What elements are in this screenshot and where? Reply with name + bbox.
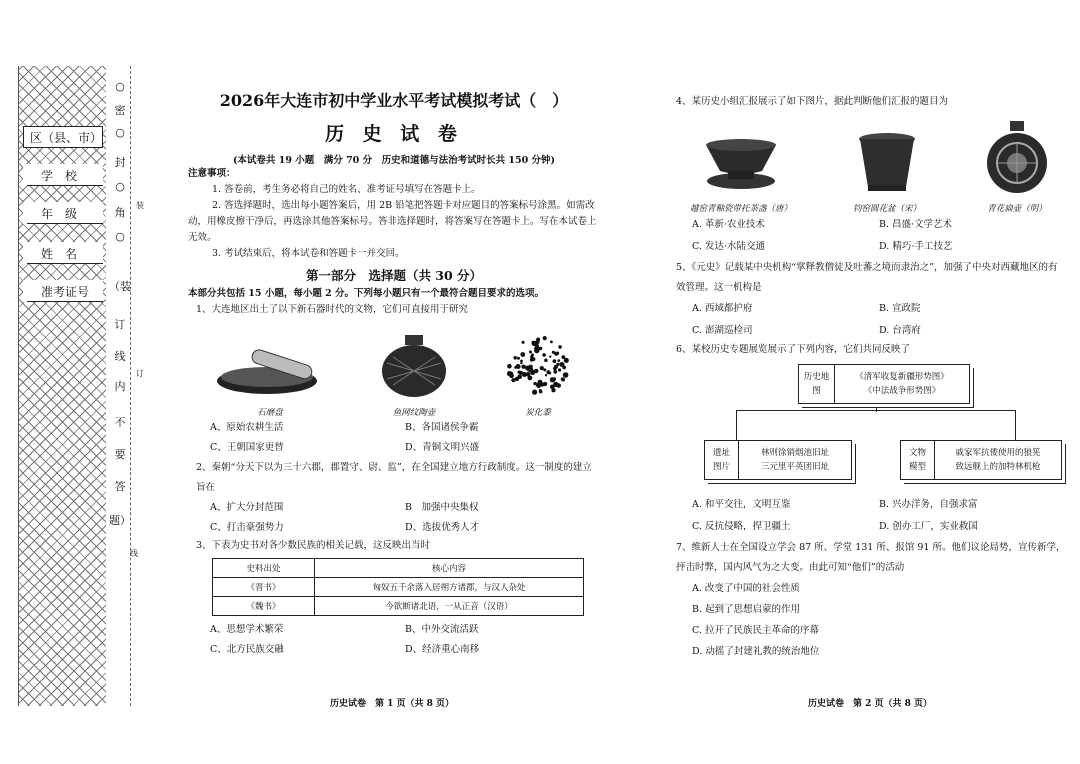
q1-options xyxy=(188,418,600,458)
q1-stem: 1、大连地区出土了以下新石器时代的文物，它们可直接用于研究 xyxy=(196,304,469,315)
cut-line xyxy=(130,66,131,706)
q1-option-a[interactable]: A、原始农耕生活 xyxy=(210,422,284,433)
table-cell: 《晋书》 xyxy=(213,578,315,597)
school-field[interactable] xyxy=(23,164,103,186)
notice-1: 1. 答卷前，考生务必将自己的姓名、准考证号填写在答题卡上。 xyxy=(212,184,481,195)
seal-char: 要 xyxy=(114,448,126,461)
artifact-flask xyxy=(982,119,1052,214)
artifact-flower-pot xyxy=(852,131,922,214)
q5-option-a[interactable]: A. 西域都护府 xyxy=(692,303,753,314)
site-box xyxy=(704,440,852,480)
q7-option-c[interactable]: C. 拉开了民族民主革命的序幕 xyxy=(692,625,819,636)
q4-options xyxy=(676,214,1066,258)
site-item-1: 林则徐销烟池旧址 xyxy=(760,448,829,458)
q3-table xyxy=(212,558,584,616)
q1-option-b[interactable]: B、各国诸侯争霸 xyxy=(405,422,479,433)
map-item-1: 《清军收复新疆形势图》 xyxy=(855,372,949,382)
caption-millet: 炭化黍 xyxy=(525,408,551,418)
model-label: 文物模型 xyxy=(901,441,935,479)
model-item-1: 戚家军抗倭使用的狼筅 xyxy=(955,448,1041,458)
flask-image xyxy=(982,119,1052,195)
notice-head: 注意事项： xyxy=(188,168,236,179)
q1-images xyxy=(188,322,600,418)
seal-char: ○ xyxy=(115,80,125,93)
seal-char: 线 xyxy=(114,350,126,363)
table-cell: 今欲断诸北语，一从正音（汉语） xyxy=(315,597,584,616)
seal-char: 角 xyxy=(114,206,126,219)
artifact-pot xyxy=(379,333,449,418)
school-label: 学 校 xyxy=(41,168,78,183)
exam-title: 2026年大连市初中学业水平考试模拟考试（ ） xyxy=(219,91,569,110)
exam-id-label: 准考证号 xyxy=(41,284,90,299)
q3-options xyxy=(188,620,600,660)
seal-char: 封 xyxy=(114,156,126,169)
fishnet-pot-image xyxy=(379,333,449,399)
seal-char: ○ xyxy=(115,126,125,139)
table-cell: 匈奴五千余落入居朔方诸郡，与汉人杂处 xyxy=(315,578,584,597)
q4-images xyxy=(676,114,1066,214)
q3-option-d[interactable]: D、经济重心南移 xyxy=(405,644,480,655)
grade-label: 年 级 xyxy=(41,206,78,221)
grade-field[interactable] xyxy=(23,202,103,224)
caption-flower-pot: 钧窑圆花盆（宋） xyxy=(852,204,921,214)
q2-option-a[interactable]: A、扩大分封范围 xyxy=(210,502,284,513)
seal-line-text xyxy=(108,80,132,680)
page-2-footer: 历史试卷 第 2 页（共 8 页） xyxy=(808,699,933,709)
seal-char: 不 xyxy=(114,416,126,429)
q3-option-b[interactable]: B、中外交流活跃 xyxy=(405,624,479,635)
q2-stem: 2、秦朝“分天下以为三十六郡，郡置守、尉、监”，在全国建立地方行政制度。这一制度的建立旨在 xyxy=(196,462,592,493)
side-mark-ding: 订 xyxy=(136,369,144,378)
tea-bowl-image xyxy=(696,131,786,195)
side-mark-zhuang: 装 xyxy=(136,201,144,210)
map-label: 历史地图 xyxy=(799,365,835,403)
caption-pot: 鱼网纹陶壶 xyxy=(392,408,436,418)
seal-char: ○ xyxy=(115,180,125,193)
q5-options xyxy=(676,298,1066,342)
millstone-image xyxy=(215,343,325,399)
q5-option-c[interactable]: C. 澎湖巡检司 xyxy=(692,325,753,336)
q6-option-a[interactable]: A. 和平交往，文明互鉴 xyxy=(692,499,791,510)
table-header-source: 史料出处 xyxy=(213,559,315,578)
artifact-millet xyxy=(503,333,573,418)
q4-option-a[interactable]: A. 革新·农业技术 xyxy=(692,219,765,230)
flower-pot-image xyxy=(852,131,922,195)
name-field[interactable] xyxy=(23,242,103,264)
table-header-content: 核心内容 xyxy=(315,559,584,578)
q4-stem: 4、某历史小组汇报展示了如下图片，据此判断他们汇报的题目为 xyxy=(676,96,949,107)
q7-option-b[interactable]: B. 起到了思想启蒙的作用 xyxy=(692,604,801,615)
seal-char: （装 xyxy=(109,280,131,293)
notice-2: 2. 答选择题时，选出每小题答案后，用 2B 铅笔把答题卡对应题目的答案标号涂黑。如需改动，用橡皮擦干净后，再选涂其他答案标号。答非选择题时，将答案写在答题卡上。写在本试卷上无效。 xyxy=(188,200,597,243)
q5-option-d[interactable]: D. 台湾府 xyxy=(879,325,921,336)
site-label: 遗址图片 xyxy=(705,441,739,479)
section-desc: 本部分共包括 15 小题，每小题 2 分。下列每小题只有一个最符合题目要求的选项。 xyxy=(188,288,545,299)
map-box xyxy=(798,364,970,404)
table-cell: 《魏书》 xyxy=(213,597,315,616)
q4-option-b[interactable]: B. 昌盛·文学艺术 xyxy=(879,219,953,230)
exam-subtitle: 历 史 试 卷 xyxy=(325,123,463,145)
q3-stem: 3、下表为史书对各少数民族的相关记载，这反映出当时 xyxy=(196,540,431,551)
table-row xyxy=(213,597,584,616)
caption-flask: 青花扁壶（明） xyxy=(987,204,1047,214)
exam-id-field[interactable] xyxy=(23,280,103,302)
seal-char: 答 xyxy=(114,480,126,493)
q3-option-a[interactable]: A、思想学术繁荣 xyxy=(210,624,284,635)
seal-char: 订 xyxy=(114,318,126,331)
q7-option-a[interactable]: A. 改变了中国的社会性质 xyxy=(692,583,800,594)
seal-char: 内 xyxy=(114,380,126,393)
q6-diagram xyxy=(676,364,1066,504)
table-row xyxy=(213,578,584,597)
notice-3: 3. 考试结束后，将本试卷和答题卡一并交回。 xyxy=(212,248,405,259)
map-item-2: 《中法战争形势图》 xyxy=(863,386,941,396)
site-item-2: 三元里平英团旧址 xyxy=(760,462,829,472)
q7-stem: 7、维新人士在全国设立学会 87 所、学堂 131 所、报馆 91 所。他们议论局势，宣传新学，抨击时弊，国内风气为之大变。由此可知“他们”的活动 xyxy=(676,542,1066,573)
seal-char: 题） xyxy=(109,514,131,527)
caption-millstone: 石磨盘 xyxy=(257,408,283,418)
q2-option-d[interactable]: D、选拔优秀人才 xyxy=(405,522,480,533)
artifact-tea-bowl xyxy=(690,131,792,214)
q1-option-c[interactable]: C、王朝国家更替 xyxy=(210,442,284,453)
q4-option-d[interactable]: D. 精巧·手工技艺 xyxy=(879,241,953,252)
caption-tea-bowl: 越窑青釉瓷带托茶盏（唐） xyxy=(690,204,793,214)
q5-stem: 5、《元史》记载某中央机构“掌释教僧徒及吐蕃之境而隶治之”，加强了中央对西藏地区的有效管理。这一机构是 xyxy=(676,262,1058,293)
q2-option-c[interactable]: C、打击豪强势力 xyxy=(210,522,284,533)
millet-image xyxy=(503,333,573,399)
seal-char: 密 xyxy=(114,104,126,117)
section-title: 第一部分 选择题（共 30 分） xyxy=(305,268,483,283)
seal-char: ○ xyxy=(115,230,125,243)
q2-option-b[interactable]: B 加强中央集权 xyxy=(405,502,479,513)
q6-option-d[interactable]: D. 创办工厂，实业救国 xyxy=(879,521,978,532)
artifact-millstone xyxy=(215,343,325,418)
page-2 xyxy=(676,94,1066,662)
q7-option-d[interactable]: D. 动摇了封建礼教的统治地位 xyxy=(692,646,820,657)
q6-option-b[interactable]: B. 兴办洋务，自强求富 xyxy=(879,499,978,510)
page-1-footer: 历史试卷 第 1 页（共 8 页） xyxy=(330,699,455,709)
q3-option-c[interactable]: C、北方民族交融 xyxy=(210,644,284,655)
q7-options xyxy=(676,578,1066,662)
side-mark-xian: 线 xyxy=(130,549,138,558)
binding-strip xyxy=(18,66,106,706)
q5-option-b[interactable]: B. 宣政院 xyxy=(879,303,921,314)
name-label: 姓 名 xyxy=(41,246,78,261)
q2-options xyxy=(188,498,600,538)
model-box xyxy=(900,440,1062,480)
page-1 xyxy=(188,88,600,660)
exam-note: (本试卷共 19 小题 满分 70 分 历史和道德与法治考试时长共 150 分钟) xyxy=(232,155,556,166)
q6-stem: 6、某校历史专题展览展示了下列内容，它们共同反映了 xyxy=(676,344,911,355)
q6-option-c[interactable]: C. 反抗侵略，捍卫疆土 xyxy=(692,521,791,532)
model-item-2: 致远舰上的加特林机枪 xyxy=(955,462,1041,472)
district-field[interactable]: 区（县、市） xyxy=(23,126,103,148)
q1-option-d[interactable]: D、青铜文明兴盛 xyxy=(405,442,480,453)
q4-option-c[interactable]: C. 发达·水陆交通 xyxy=(692,241,765,252)
